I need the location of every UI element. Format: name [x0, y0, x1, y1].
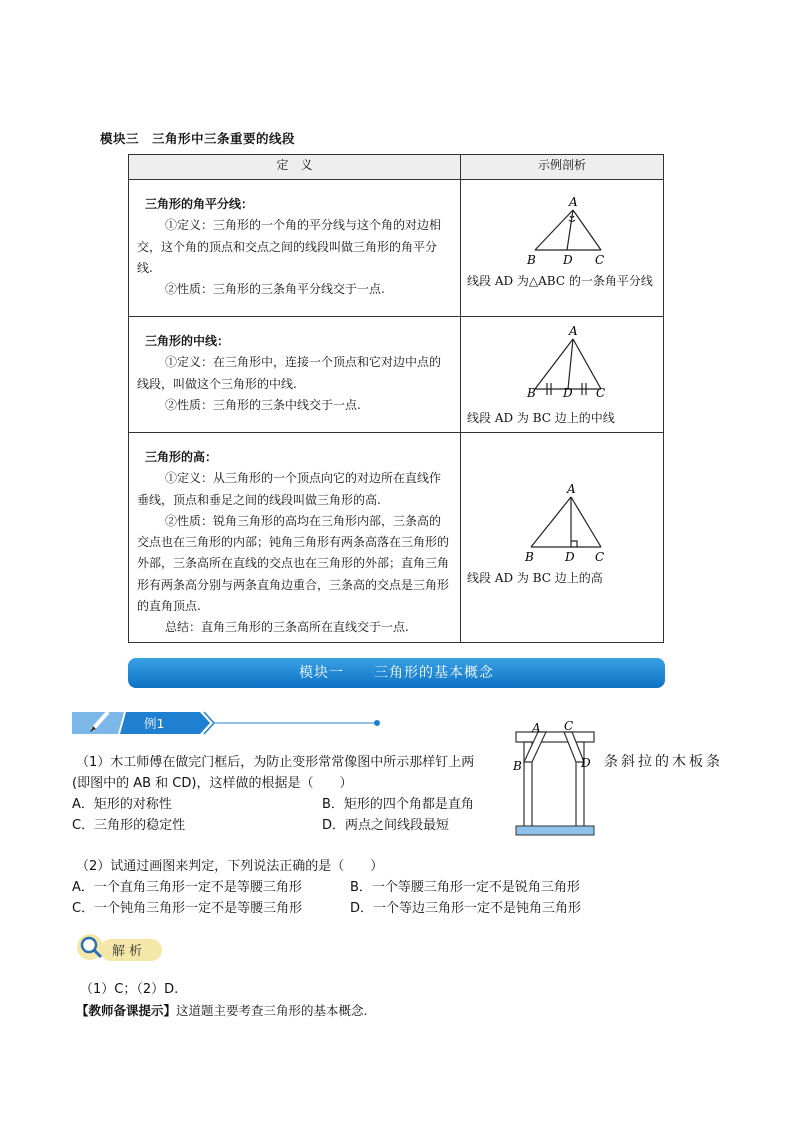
angle-bisector-example	[461, 180, 664, 317]
q2-option-a: A．一个直角三角形一定不是等腰三角形	[72, 880, 302, 895]
svg-text:C: C	[564, 719, 574, 733]
point-d: D	[563, 253, 573, 267]
teacher-tip-label: 【教师备课提示】	[76, 1003, 177, 1018]
q1-option-c: C．三角形的稳定性	[72, 818, 186, 833]
svg-text:D: D	[565, 550, 575, 564]
svg-text:B: B	[525, 550, 534, 564]
q1-stem-line2: (即图中的 AB 和 CD)，这样做的根据是（ ）	[72, 776, 353, 791]
q1-option-d: D．两点之间线段最短	[322, 818, 450, 833]
svg-text:C: C	[596, 386, 606, 400]
svg-text:A: A	[567, 483, 576, 496]
point-a: A	[569, 195, 578, 209]
analysis-badge	[72, 930, 164, 964]
altitude-caption: 线段 AD 为 BC 边上的高	[467, 571, 603, 585]
q2-option-c: C．一个钝角三角形一定不是等腰三角形	[72, 901, 303, 916]
magnifier-icon	[77, 934, 103, 960]
median-caption: 线段 AD 为 BC 边上的中线	[467, 411, 615, 425]
altitude-figure	[467, 483, 657, 565]
definition-table	[128, 154, 664, 643]
module-heading: 模块三 三角形中三条重要的线段	[100, 131, 296, 146]
q2-option-d: D．一个等边三角形一定不是钝角三角形	[350, 901, 582, 916]
module-banner: 模块一 三角形的基本概念	[128, 658, 665, 688]
svg-text:B: B	[513, 759, 522, 773]
svg-text:A: A	[569, 324, 578, 338]
q1-stem-line1: （1）木工师傅在做完门框后，为防止变形常常像图中所示那样钉上两	[76, 755, 475, 770]
q2-option-b: B．一个等腰三角形一定不是锐角三角形	[350, 880, 580, 895]
svg-text:C: C	[595, 550, 605, 564]
angle-bisector-caption: 线段 AD 为△ABC 的一条角平分线	[467, 274, 653, 288]
median-example	[461, 317, 664, 433]
svg-text:D: D	[563, 386, 573, 400]
svg-text:A: A	[532, 721, 541, 735]
teacher-tip	[76, 1001, 368, 1019]
q2-stem: （2）试通过画图来判定，下列说法正确的是（ ）	[76, 859, 384, 874]
svg-text:B: B	[527, 386, 536, 400]
altitude-example	[461, 433, 664, 643]
median-definition: 三角形的中线： ①定义：在三角形中，连接一个顶点和它对边中点的线段，叫做这个三角形的中线. ②性质：三角形的三条中线交于一点.	[129, 317, 461, 433]
teacher-tip-text: 这道题主要考查三角形的基本概念.	[176, 1003, 368, 1018]
q1-option-b: B．矩形的四个角都是直角	[322, 797, 474, 812]
q1-stem-tail: 条斜拉的木板条	[604, 754, 723, 770]
point-b: B	[527, 253, 536, 267]
angle-bisector-definition: 三角形的角平分线： ①定义：三角形的一个角的平分线与这个角的对边相交，这个角的顶点和交点之间的线段叫做三角形的角平分线. ②性质：三角形的三条角平分线交于一点.	[129, 180, 461, 317]
svg-text:D: D	[581, 756, 591, 770]
header-example: 示例剖析	[461, 155, 664, 180]
example-tag	[72, 708, 382, 738]
answer: （1）C；（2）D.	[80, 982, 179, 997]
altitude-definition: 三角形的高： ①定义：从三角形的一个顶点向它的对边所在直线作垂线，顶点和垂足之间的线段叫做三角形的高. ②性质：锐角三角形的高均在三角形内部，三条高的交点也在三角形的内部；钝角三角形有两条高落在三角形的外部，三条高所在直线的交点也在三角形的外部；直角三角形有两条高分别与两条直角边重合，三条高的交点是三角形的直角顶点. 总结：直角三角形的三条高所在直线交于一点.	[129, 433, 461, 643]
point-c: C	[595, 253, 605, 267]
example-label: 例1	[144, 716, 165, 731]
analysis-label: 解 析	[112, 944, 143, 959]
angle-bisector-figure	[467, 180, 657, 268]
q1-option-a: A．矩形的对称性	[72, 797, 172, 812]
median-figure	[467, 317, 657, 405]
door-frame-figure	[510, 716, 602, 838]
header-definition: 定 义	[129, 155, 461, 180]
